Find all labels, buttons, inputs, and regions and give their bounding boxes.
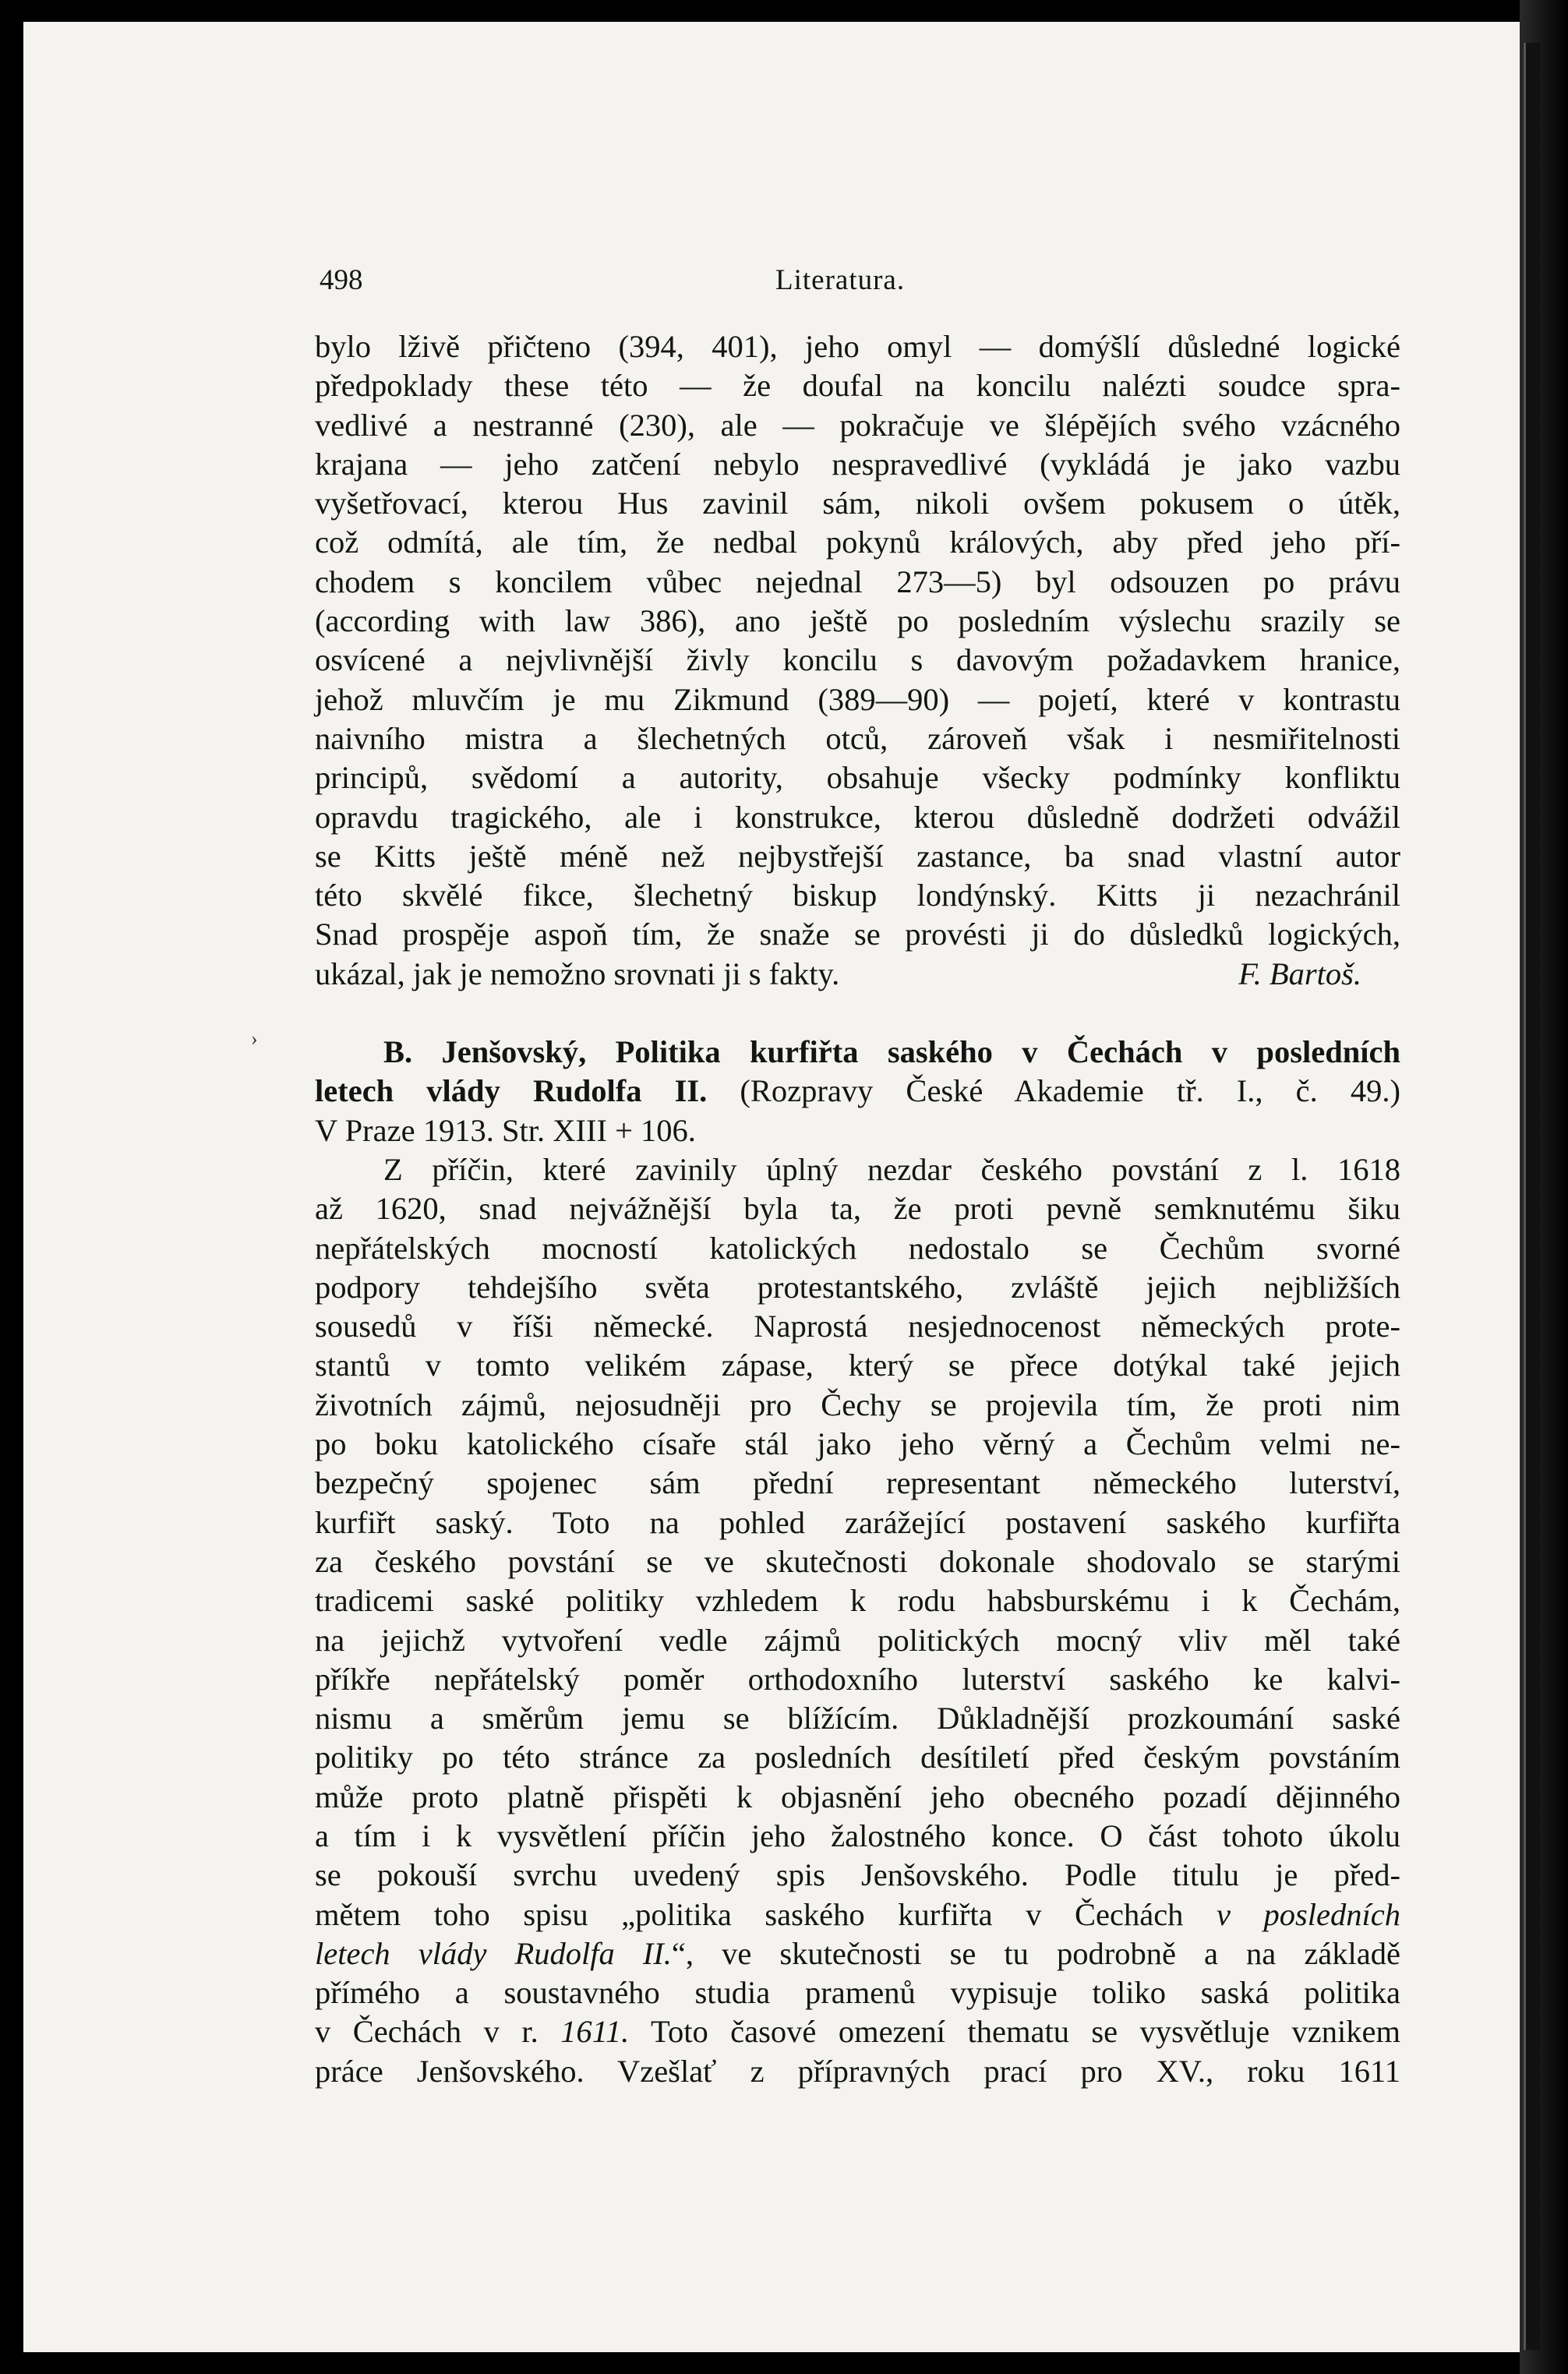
text-line: chodem s koncilem vůbec nejednal 273—5) byl odsouzen po právu <box>315 563 1400 599</box>
citation-line <box>315 1033 1400 1072</box>
text-line: na jejichž vytvoření vedle zájmů politických mocný vliv měl také <box>315 1622 1400 1658</box>
citation-line <box>315 1072 1400 1111</box>
italic-title: v posledních <box>1217 1896 1401 1932</box>
text-line: vyšetřovací, kterou Hus zavinil sám, nikoli ovšem pokusem o útěk, <box>315 486 1400 521</box>
text-line: nismu a směrům jemu se blížícím. Důkladnější prozkoumání saské <box>315 1701 1400 1736</box>
text-line: (according with law 386), ano ještě po posledním výslechu srazily se <box>315 603 1400 639</box>
text-segment: mětem toho spisu „politika saského kurfiřta v Čechách <box>315 1896 1184 1932</box>
review-2 <box>315 1033 1400 2091</box>
text-line <box>315 2012 1400 2051</box>
citation-title: Politika kurfiřta saského v Čechách v posledních <box>615 1034 1400 1070</box>
text-line: této skvělé fikce, šlechetný biskup londýnský. Kitts ji nezachránil <box>315 878 1400 913</box>
review-1-text <box>315 327 1400 994</box>
text-line: jehož mluvčím je mu Zikmund (389—90) — pojetí, které v kontrastu <box>315 681 1400 717</box>
text-line <box>315 1934 1400 1973</box>
text-line: principů, svědomí a autority, obsahuje všecky podmínky konfliktu <box>315 760 1400 796</box>
text-line: po boku katolického císaře stál jako jeho věrný a Čechům velmi ne- <box>315 1426 1400 1462</box>
closing-line <box>315 955 1400 994</box>
text-line: se pokouší svrchu uvedený spis Jenšovského. Podle titulu je před- <box>315 1857 1400 1893</box>
text-segment: v Čechách v r. <box>315 2014 539 2050</box>
text-line: sousedů v říši německé. Naprostá nesjednocenost německých prote- <box>315 1309 1400 1344</box>
text-line: bylo lživě přičteno (394, 401), jeho omyl — domýšlí důsledné logické <box>315 329 1400 364</box>
text-line: vedlivé a nestranné (230), ale — pokračuje ve šlépějích svého vzácného <box>315 407 1400 443</box>
text-line: osvícené a nejvlivnější živly koncilu s davovým požadavkem hranice, <box>315 642 1400 678</box>
text-line: kurfiřt saský. Toto na pohled zarážející postavení saského kurfiřta <box>315 1504 1400 1540</box>
text-line: Z příčin, které zavinily úplný nezdar českého povstání z l. 1618 <box>383 1151 1400 1187</box>
text-line: se Kitts ještě méně než nejbystřejší zastance, ba snad vlastní autor <box>315 838 1400 874</box>
text-line <box>315 1895 1400 1934</box>
text-line: přímého a soustavného studia pramenů vypisuje toliko saská politika <box>315 1975 1400 2011</box>
text-segment: “, ve skutečnosti se tu podrobně a na základě <box>671 1935 1400 1971</box>
page-edge <box>1524 43 1540 2350</box>
page-body <box>315 327 1400 2091</box>
text-line: krajana — jeho zatčení nebylo nespravedlivé (vykládá je jako vazbu <box>315 446 1400 482</box>
reviewer-signature: F. Bartoš. <box>1238 956 1361 991</box>
text-line: a tím i k vysvětlení příčin jeho žalostného konce. O část tohoto úkolu <box>315 1818 1400 1853</box>
text-line: příkře nepřátelský poměr orthodoxního luterství saského ke kalvi- <box>315 1661 1400 1697</box>
citation-line: V Praze 1913. Str. XIII + 106. <box>315 1112 696 1148</box>
citation-series: (Rozpravy České Akademie tř. I., č. 49.) <box>740 1073 1400 1109</box>
section-gap <box>315 994 1400 1033</box>
citation-author: B. Jenšovský, <box>383 1034 587 1070</box>
text-line: stantů v tomto velikém zápase, který se přece dotýkal také jejich <box>315 1348 1400 1383</box>
text-line: může proto platně přispěti k objasnění jeho obecného pozadí dějinného <box>315 1779 1400 1814</box>
text-line: předpoklady these této — že doufal na koncilu nalézti soudce spra- <box>315 368 1400 404</box>
italic-title: letech vlády Rudolfa II. <box>315 1935 672 1971</box>
text-segment: Toto časové omezení thematu se vysvětluje vznikem <box>651 2014 1401 2050</box>
text-line: naivního mistra a šlechetných otců, zároveň však i nesmiřitelnosti <box>315 720 1400 756</box>
page-number: 498 <box>320 264 363 296</box>
text-line: podpory tehdejšího světa protestantského, zvláště jejich nejbližších <box>315 1269 1400 1305</box>
citation-title: letech vlády Rudolfa II. <box>315 1073 708 1109</box>
running-head: Literatura. <box>775 264 906 296</box>
italic-year: 1611. <box>560 2014 630 2050</box>
text-line: bezpečný spojenec sám přední representant německého luterství, <box>315 1465 1400 1501</box>
text-line: životních zájmů, nejosudněji pro Čechy se projevila tím, že proti nim <box>315 1387 1400 1422</box>
text-line: tradicemi saské politiky vzhledem k rodu habsburskému i k Čechám, <box>315 1583 1400 1619</box>
text-line: práce Jenšovského. Vzešlať z přípravných prací pro XV., roku 1611 <box>315 2053 1400 2089</box>
text-line: za českého povstání se ve skutečnosti dokonale shodovalo se starými <box>315 1543 1400 1579</box>
text-line: ukázal, jak je nemožno srovnati ji s fakty. <box>315 956 840 991</box>
margin-mark: › <box>251 1027 258 1050</box>
text-line: opravdu tragického, ale i konstrukce, kterou důsledně dodržeti odvážil <box>315 799 1400 835</box>
text-line: nepřátelských mocností katolických nedostalo se Čechům svorné <box>315 1230 1400 1266</box>
text-line: politiky po této stránce za posledních desítiletí před českým povstáním <box>315 1740 1400 1775</box>
text-line: Snad prospěje aspoň tím, že snaže se provésti ji do důsledků logických, <box>315 917 1400 952</box>
page-header <box>320 263 1411 302</box>
text-line: až 1620, snad nejvážnější byla ta, že proti pevně semknutému šiku <box>315 1191 1400 1227</box>
text-line: což odmítá, ale tím, že nedbal pokynů králových, aby před jeho pří- <box>315 525 1400 560</box>
